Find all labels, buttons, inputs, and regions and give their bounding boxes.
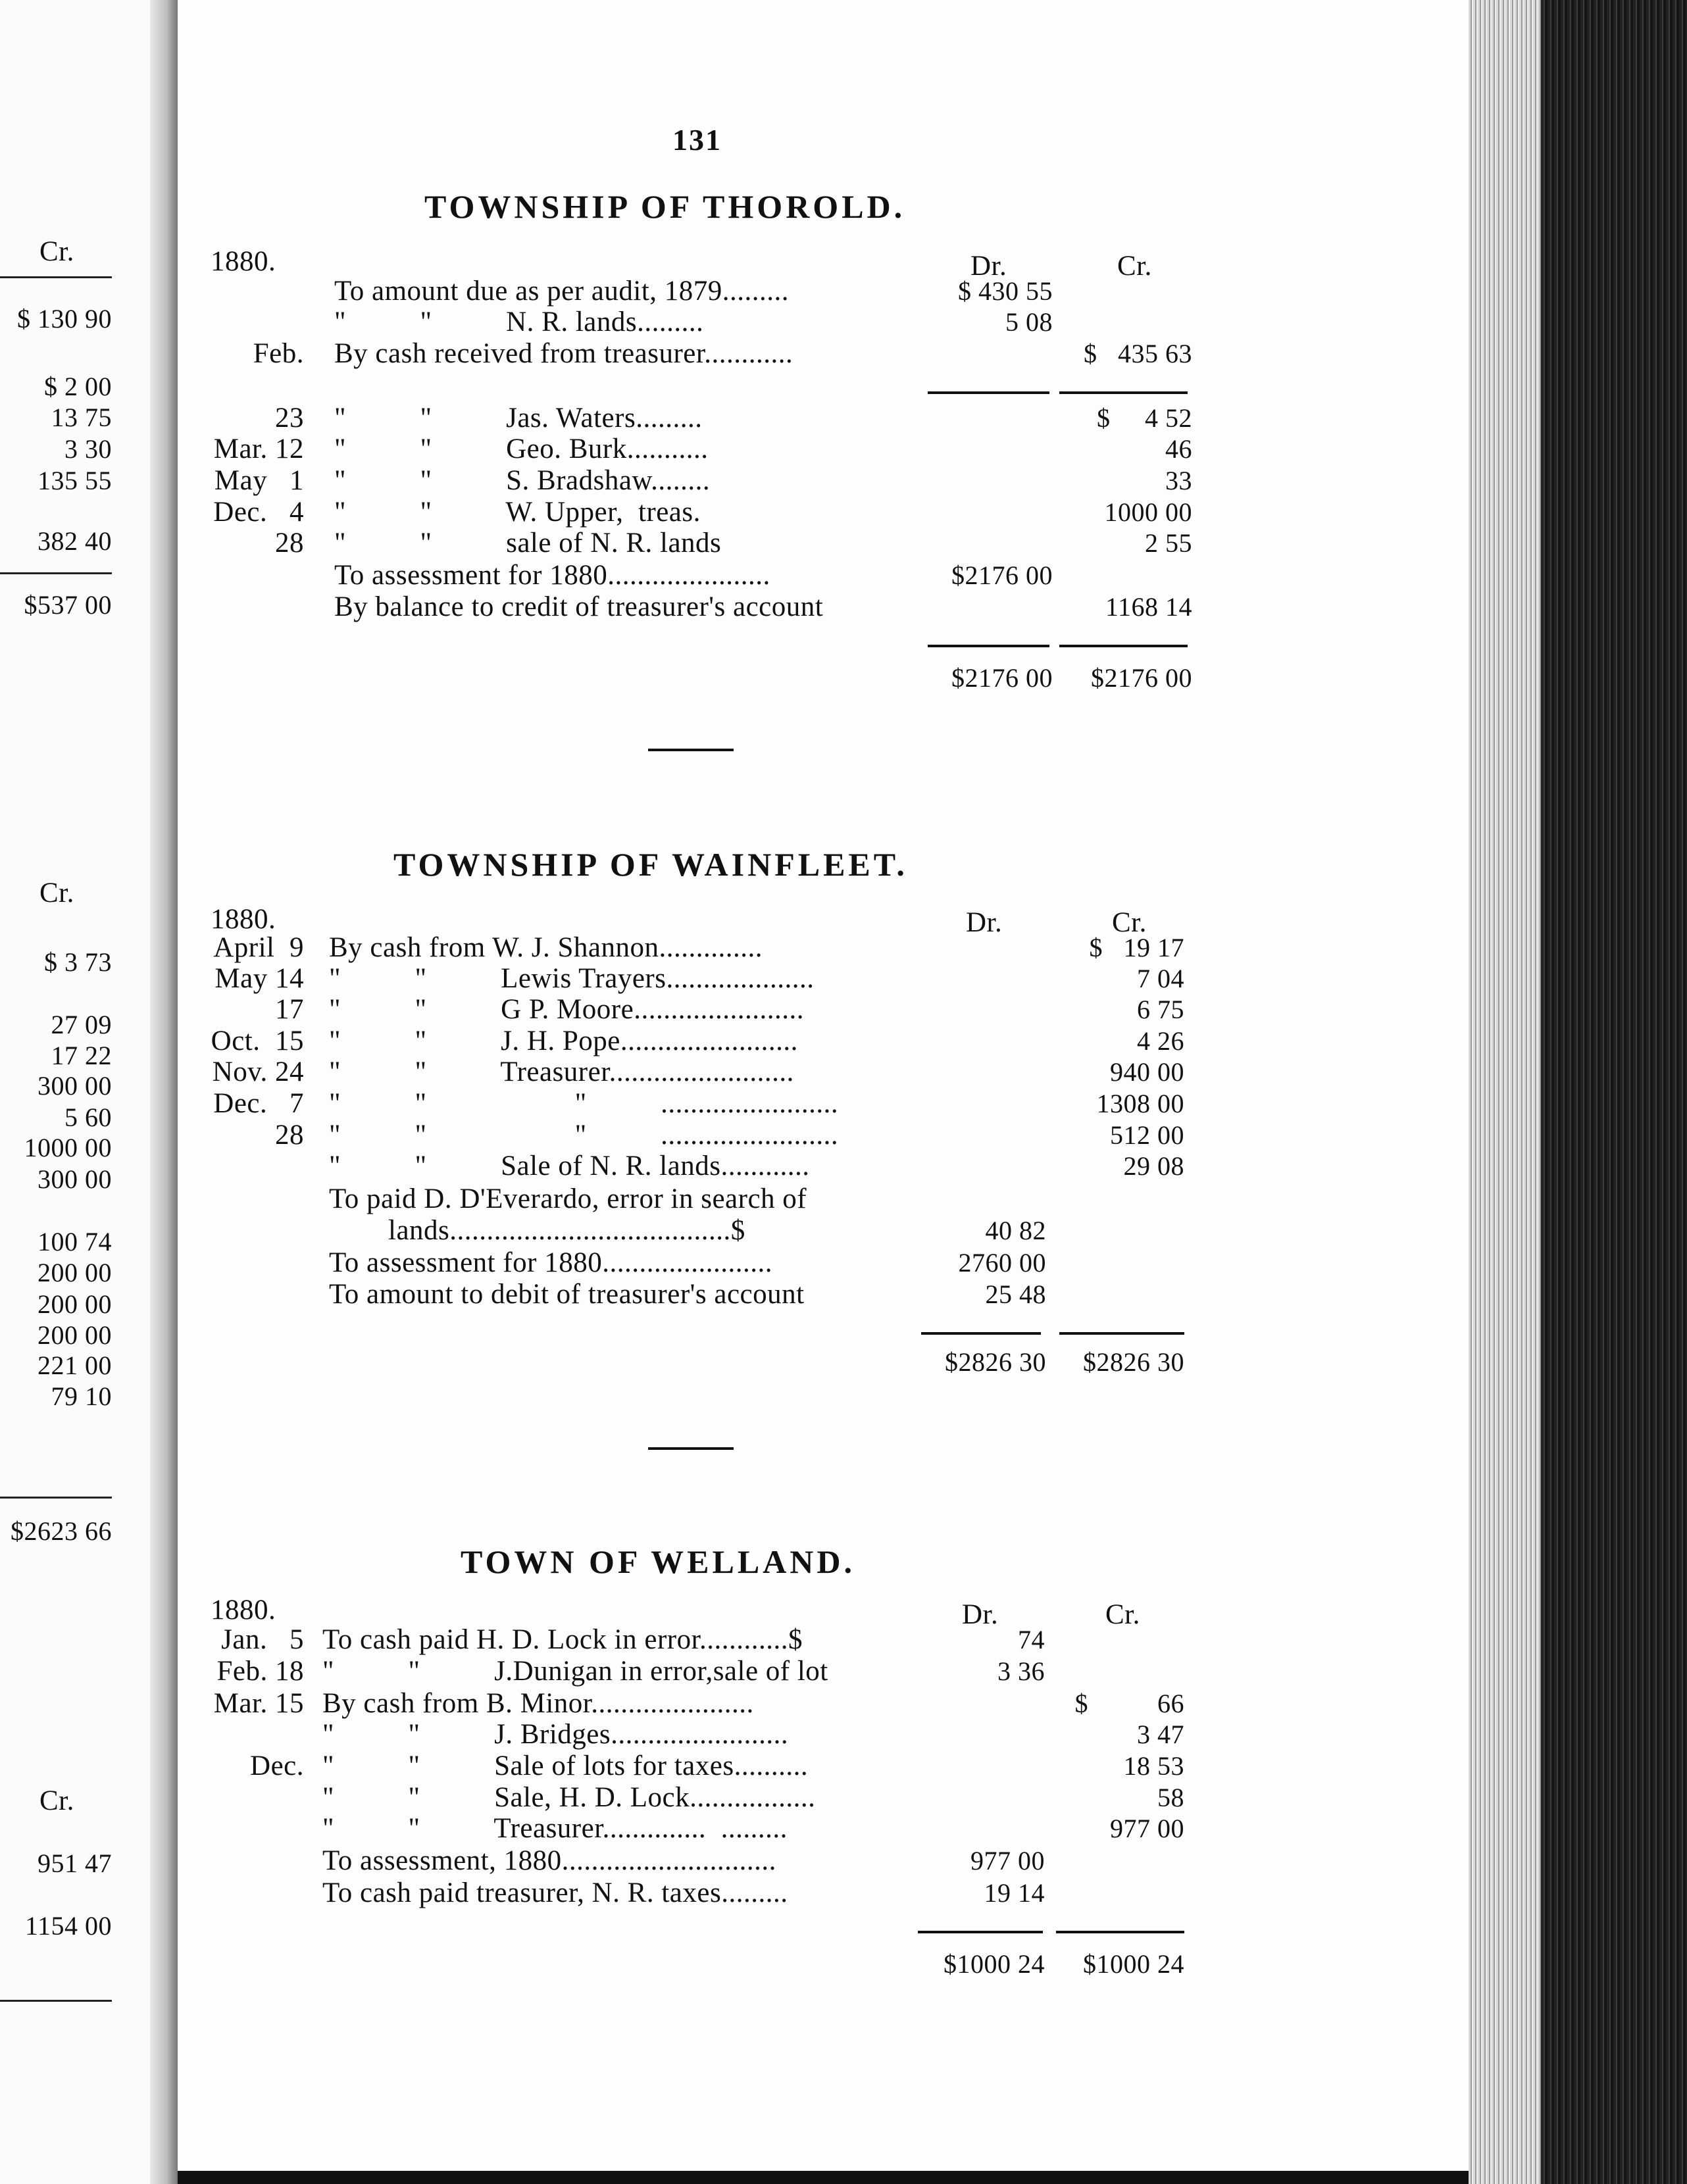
thorold-rule: [928, 391, 1049, 394]
welland-rule: [1056, 1931, 1184, 1933]
left-margin-amount: 200 00: [38, 1289, 112, 1319]
wainfleet-row-cr: 7 04: [1137, 964, 1184, 993]
welland-row-text: To cash paid H. D. Lock in error............$: [322, 1624, 803, 1655]
left-margin-amount: $2623 66: [11, 1516, 112, 1546]
thorold-title: TOWNSHIP OF THOROLD.: [424, 188, 906, 225]
welland-row-text: " " Treasurer.............. .........: [322, 1813, 788, 1844]
thorold-row-text: " " S. Bradshaw........: [334, 465, 711, 496]
thorold-total-dr: $2176 00: [951, 663, 1053, 693]
left-margin-amount: 100 74: [38, 1227, 112, 1256]
left-margin-rule: [0, 2000, 112, 2002]
left-margin-amount: 1154 00: [24, 1911, 112, 1941]
thorold-row-cr: 33: [1165, 466, 1192, 495]
thorold-row-date: 28: [275, 528, 304, 558]
welland-row-date: Jan. 5: [221, 1624, 304, 1655]
wainfleet-row-text: lands......................................$: [329, 1215, 745, 1246]
thorold-total-cr: $2176 00: [1091, 663, 1192, 693]
thorold-row-dr: 5 08: [1005, 307, 1053, 337]
welland-row-text: By cash from B. Minor......................: [322, 1688, 754, 1719]
left-margin-rule: [0, 572, 112, 574]
book-cover: [1541, 0, 1687, 2184]
left-margin-amount: $537 00: [24, 590, 112, 620]
wainfleet-year: 1880.: [211, 904, 276, 935]
wainfleet-row-cr: 6 75: [1137, 995, 1184, 1024]
wainfleet-dr-label: Dr.: [966, 907, 1003, 938]
welland-row-text: " " Sale of lots for taxes..........: [322, 1750, 809, 1781]
welland-total-cr: $1000 24: [1083, 1949, 1184, 1979]
page-gutter: [150, 0, 178, 2184]
thorold-row-date: Mar. 12: [213, 434, 304, 464]
thorold-row-cr: 46: [1165, 434, 1192, 464]
wainfleet-row-date: Oct. 15: [211, 1026, 304, 1056]
wainfleet-row-text: " " " ........................: [329, 1120, 839, 1151]
welland-row-date: Dec.: [250, 1750, 304, 1781]
thorold-row-date: 23: [275, 403, 304, 434]
left-margin-amount: 200 00: [38, 1258, 112, 1287]
left-margin-amount: $ 2 00: [44, 372, 112, 401]
welland-row-cr: 977 00: [1110, 1814, 1184, 1843]
thorold-row-text: " " Geo. Burk...........: [334, 434, 709, 464]
welland-cr-label: Cr.: [1105, 1599, 1140, 1630]
wainfleet-row-text: " " Treasurer.........................: [329, 1056, 794, 1087]
section-divider: [648, 1447, 734, 1450]
thorold-row-cr: 1168 14: [1105, 592, 1192, 622]
welland-row-text: To assessment, 1880.............................: [322, 1845, 776, 1876]
wainfleet-row-cr: 512 00: [1110, 1120, 1184, 1150]
wainfleet-title: TOWNSHIP OF WAINFLEET.: [393, 846, 908, 883]
left-margin-amount: 951 47: [38, 1849, 112, 1878]
left-margin-amount: 3 30: [64, 434, 112, 464]
thorold-row-cr: $ 435 63: [1084, 339, 1192, 368]
left-margin-amount: 17 22: [51, 1041, 112, 1070]
wainfleet-row-text: To amount to debit of treasurer's account: [329, 1279, 805, 1310]
left-margin-amount: 221 00: [38, 1351, 112, 1380]
welland-total-dr: $1000 24: [944, 1949, 1045, 1979]
thorold-row-text: To amount due as per audit, 1879.........: [334, 276, 790, 307]
wainfleet-row-cr: $ 19 17: [1089, 933, 1184, 962]
left-margin-amount: 135 55: [38, 466, 112, 495]
thorold-row-text: By cash received from treasurer............: [334, 338, 793, 369]
wainfleet-row-date: May 14: [214, 963, 304, 994]
left-margin-amount: 200 00: [38, 1320, 112, 1350]
thorold-dr-label: Dr.: [970, 251, 1007, 282]
welland-row-dr: 977 00: [970, 1846, 1045, 1875]
welland-year: 1880.: [211, 1595, 276, 1626]
welland-row-cr: 58: [1157, 1783, 1184, 1812]
welland-row-dr: 3 36: [997, 1656, 1045, 1686]
wainfleet-row-cr: 1308 00: [1096, 1089, 1184, 1118]
thorold-row-text: By balance to credit of treasurer's account: [334, 591, 824, 622]
thorold-rule: [928, 645, 1049, 647]
thorold-row-text: " " sale of N. R. lands: [334, 528, 722, 558]
wainfleet-row-dr: 25 48: [985, 1279, 1046, 1309]
wainfleet-row-text: " " Lewis Trayers....................: [329, 963, 815, 994]
left-margin-amount: 27 09: [51, 1010, 112, 1039]
left-margin-amount: 1000 00: [24, 1133, 112, 1162]
wainfleet-total-dr: $2826 30: [945, 1347, 1046, 1377]
welland-rule: [918, 1931, 1043, 1933]
left-margin-amount: $ 130 90: [17, 304, 112, 334]
thorold-row-date: Feb.: [253, 338, 304, 369]
wainfleet-row-dr: 2760 00: [958, 1248, 1046, 1278]
thorold-year: 1880.: [211, 246, 276, 277]
wainfleet-row-cr: 940 00: [1110, 1057, 1184, 1087]
thorold-row-text: To assessment for 1880......................: [334, 560, 770, 591]
thorold-rule: [1059, 645, 1188, 647]
wainfleet-row-text: " " " ........................: [329, 1088, 839, 1119]
thorold-row-dr: $2176 00: [951, 560, 1053, 590]
welland-row-text: " " J. Bridges........................: [322, 1719, 789, 1750]
welland-row-cr: 3 47: [1137, 1720, 1184, 1749]
welland-row-cr: 18 53: [1123, 1751, 1184, 1781]
thorold-rule: [1059, 391, 1188, 394]
thorold-row-text: " " W. Upper, treas.: [334, 497, 701, 528]
wainfleet-row-text: " " J. H. Pope........................: [329, 1026, 798, 1056]
welland-row-date: Feb. 18: [216, 1656, 304, 1687]
left-margin-amount: 79 10: [51, 1381, 112, 1411]
left-margin-cr-label: Cr.: [39, 236, 74, 267]
thorold-row-date: Dec. 4: [213, 497, 304, 528]
thorold-row-cr: 1000 00: [1104, 497, 1192, 527]
thorold-row-cr: $ 4 52: [1097, 403, 1192, 433]
wainfleet-row-date: April 9: [213, 932, 304, 963]
page-number: 131: [672, 123, 722, 157]
wainfleet-row-text: By cash from W. J. Shannon..............: [329, 932, 763, 963]
wainfleet-rule: [1059, 1332, 1184, 1335]
welland-dr-label: Dr.: [962, 1599, 999, 1630]
wainfleet-row-date: Nov. 24: [212, 1056, 304, 1087]
thorold-cr-label: Cr.: [1117, 251, 1152, 282]
left-margin-rule: [0, 1497, 112, 1499]
left-margin-amount: $ 3 73: [44, 947, 112, 977]
welland-row-text: " " J.Dunigan in error,sale of lot: [322, 1656, 828, 1687]
wainfleet-total-cr: $2826 30: [1083, 1347, 1184, 1377]
welland-title: TOWN OF WELLAND.: [461, 1543, 855, 1580]
wainfleet-row-text: To assessment for 1880.......................: [329, 1247, 772, 1278]
left-margin-rule: [0, 276, 112, 278]
wainfleet-row-date: 17: [275, 994, 304, 1025]
wainfleet-rule: [921, 1332, 1041, 1335]
thorold-row-dr: $ 430 55: [958, 276, 1053, 306]
welland-row-dr: 74: [1018, 1625, 1045, 1654]
welland-row-dr: 19 14: [984, 1878, 1045, 1908]
wainfleet-row-date: 28: [275, 1120, 304, 1151]
left-margin-amount: 300 00: [38, 1071, 112, 1101]
thorold-row-date: May 1: [214, 465, 304, 496]
wainfleet-row-text: " " Sale of N. R. lands............: [329, 1151, 810, 1181]
wainfleet-row-cr: 29 08: [1123, 1151, 1184, 1181]
thorold-row-cr: 2 55: [1145, 528, 1192, 558]
left-margin-amount: 382 40: [38, 526, 112, 556]
left-margin-amount: 13 75: [51, 403, 112, 432]
wainfleet-row-date: Dec. 7: [213, 1088, 304, 1119]
welland-row-text: " " Sale, H. D. Lock.................: [322, 1782, 816, 1813]
wainfleet-row-dr: 40 82: [985, 1216, 1046, 1245]
left-margin-amount: 300 00: [38, 1164, 112, 1194]
wainfleet-cr-label: Cr.: [1112, 907, 1147, 938]
left-margin-cr-label: Cr.: [39, 1785, 74, 1816]
wainfleet-row-text: " " G P. Moore.......................: [329, 994, 804, 1025]
section-divider: [648, 749, 734, 751]
wainfleet-row-text: To paid D. D'Everardo, error in search of: [329, 1183, 807, 1214]
welland-row-text: To cash paid treasurer, N. R. taxes.........: [322, 1877, 788, 1908]
welland-row-date: Mar. 15: [213, 1688, 304, 1719]
wainfleet-row-cr: 4 26: [1137, 1026, 1184, 1056]
left-margin-cr-label: Cr.: [39, 878, 74, 908]
welland-row-cr: $ 66: [1074, 1689, 1184, 1718]
page-edges: [1469, 0, 1541, 2184]
thorold-row-text: " " Jas. Waters.........: [334, 403, 703, 434]
left-margin-amount: 5 60: [64, 1103, 112, 1132]
thorold-row-text: " " N. R. lands.........: [334, 307, 704, 337]
